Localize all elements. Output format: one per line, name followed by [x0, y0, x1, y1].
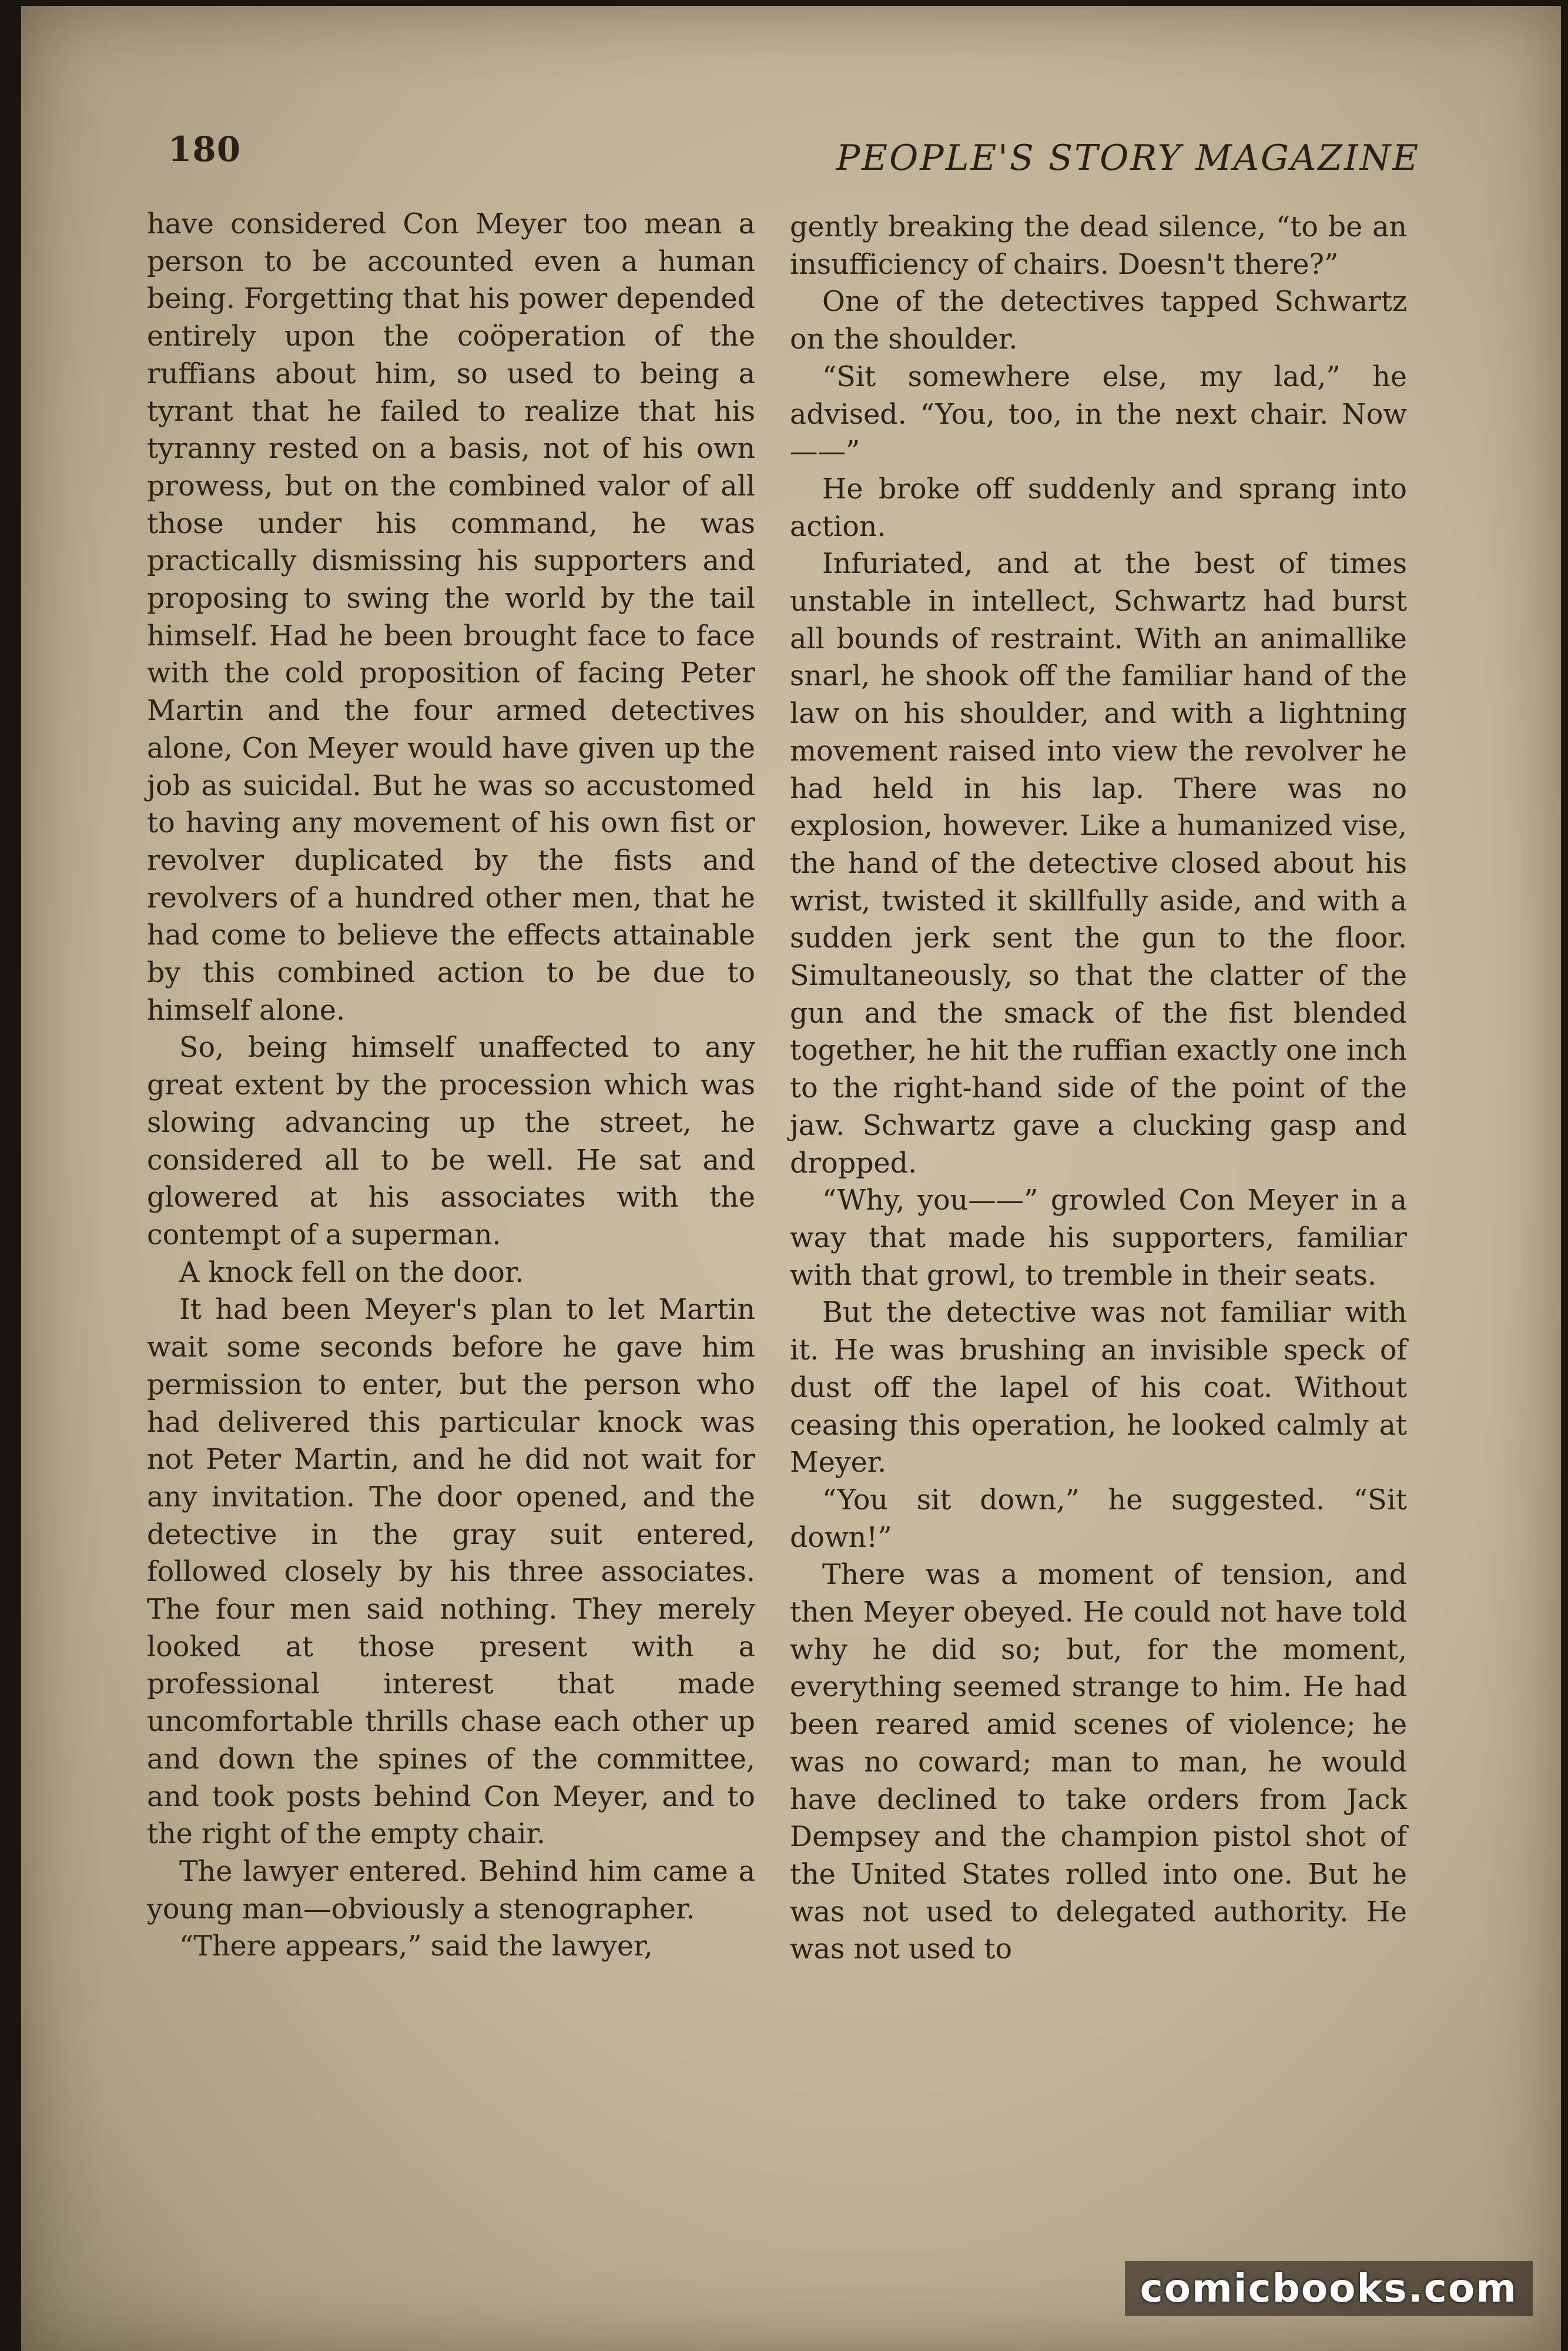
paragraph: The lawyer entered. Behind him came a young man—obviously a stenographer.: [147, 1855, 755, 1925]
paragraph: One of the detectives tapped Schwartz on the shoulder.: [790, 286, 1407, 356]
paragraph: “Why, you——” growled Con Meyer in a way that made his supporters, familiar with that growl, to tremble in their seats.: [790, 1184, 1407, 1292]
page-number: 180: [168, 129, 242, 169]
right-column: [790, 209, 1407, 1968]
paragraph: So, being himself unaffected to any great extent by the procession which was slowing advancing up the street, he considered all to be well. He sat and glowered at his associates with the contempt of a superman.: [147, 1032, 755, 1251]
magazine-page: [21, 6, 1561, 2351]
paragraph: gently breaking the dead silence, “to be an insufficiency of chairs. Doesn't there?”: [790, 211, 1407, 281]
watermark: comicbooks.com: [1125, 2261, 1533, 2316]
left-column: [147, 206, 755, 1965]
page-header: [168, 129, 1420, 194]
paragraph: “Sit somewhere else, my lad,” he advised. “You, too, in the next chair. Now——”: [790, 360, 1407, 468]
paragraph: Infuriated, and at the best of times unstable in intellect, Schwartz had burst all bounds of restraint. With an animallike snarl, he shook off the familiar hand of the law on his shoulder, and with a lightning movement raised into view the revolver he had held in his lap. There was no explosion, however. Like a humanized vise, the hand of the detective closed about his wrist, twisted it skillfully aside, and with a sudden jerk sent the gun to the floor. Simultaneously, so that the clatter of the gun and the smack of the fist blended together, he hit the ruffian exactly one inch to the right-hand side of the point of the jaw. Schwartz gave a clucking gasp and dropped.: [790, 548, 1407, 1180]
paragraph: But the detective was not familiar with it. He was brushing an invisible speck of dust off the lapel of his coat. Without ceasing this operation, he looked calmly at Meyer.: [790, 1297, 1407, 1479]
paragraph: have considered Con Meyer too mean a person to be accounted even a human being. Forgetting that his power depended entirely upon the coöperation of the ruffians about him, so used to being a tyrant that he failed to realize that his tyranny rested on a basis, not of his own prowess, but on the combined valor of all those under his command, he was practically dismissing his supporters and proposing to swing the world by the tail himself. Had he been brought face to face with the cold proposition of facing Peter Martin and the four armed detectives alone, Con Meyer would have given up the job as suicidal. But he was so accustomed to having any movement of his own fist or revolver duplicated by the fists and revolvers of a hundred other men, that he had come to believe the effects attainable by this combined action to be due to himself alone.: [147, 208, 755, 1027]
paragraph: “There appears,” said the lawyer,: [179, 1930, 653, 1963]
paragraph: A knock fell on the door.: [179, 1256, 524, 1289]
paragraph: “You sit down,” he suggested. “Sit down!”: [790, 1483, 1407, 1554]
paragraph: It had been Meyer's plan to let Martin wait some seconds before he gave him permission to enter, but the person who had delivered this particular knock was not Peter Martin, and he did not wait for any invitation. The door opened, and the detective in the gray suit entered, followed closely by his three associates. The four men said nothing. They merely looked at those present with a professional interest that made uncomfortable thrills chase each other up and down the spines of the committee, and took posts behind Con Meyer, and to the right of the empty chair.: [147, 1294, 755, 1851]
running-head: PEOPLE'S STORY MAGAZINE: [836, 138, 1420, 179]
paragraph: He broke off suddenly and sprang into action.: [790, 473, 1407, 543]
paragraph: There was a moment of tension, and then Meyer obeyed. He could not have told why he did so; but, for the moment, everything seemed strange to him. He had been reared amid scenes of violence; he was no coward; man to man, he would have declined to take orders from Jack Dempsey and the champion pistol shot of the United States rolled into one. But he was not used to delegated authority. He was not used to: [790, 1559, 1407, 1966]
